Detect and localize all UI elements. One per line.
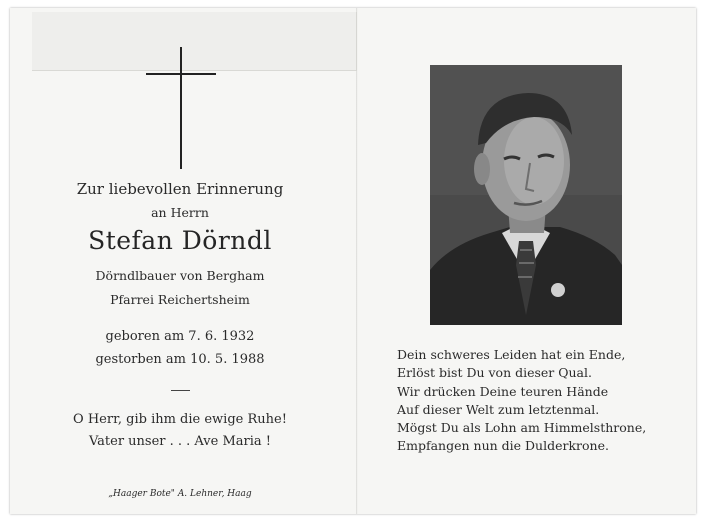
parish-text: Pfarrei Reichertsheim bbox=[110, 292, 250, 307]
poem-line: Empfangen nun die Dulderkrone. bbox=[397, 438, 609, 454]
poem-line: Wir drücken Deine teuren Hände bbox=[397, 383, 609, 399]
poem-line: Auf dieser Welt zum letztenmal. bbox=[397, 401, 600, 417]
death-date: gestorben am 10. 5. 1988 bbox=[95, 352, 265, 367]
salutation-text: an Herrn bbox=[151, 205, 209, 220]
prayer-line-2: Vater unser . . . Ave Maria ! bbox=[88, 434, 272, 449]
portrait-figure bbox=[430, 65, 622, 325]
poem-line: Erlöst bist Du von dieser Qual. bbox=[397, 365, 592, 381]
tape-strip bbox=[32, 12, 357, 71]
portrait-photo bbox=[430, 65, 622, 325]
card-fold bbox=[356, 8, 358, 514]
prayer-line-1: O Herr, gib ihm die ewige Ruhe! bbox=[73, 412, 287, 427]
occupation-text: Dörndlbauer von Bergham bbox=[95, 268, 265, 283]
poem-line: Dein schweres Leiden hat ein Ende, bbox=[397, 347, 626, 362]
birth-date: geboren am 7. 6. 1932 bbox=[105, 329, 255, 344]
deceased-name: Stefan Dörndl bbox=[88, 226, 272, 255]
divider-line bbox=[171, 390, 190, 391]
printer-credit: „Haager Bote" A. Lehner, Haag bbox=[108, 489, 252, 499]
poem bbox=[397, 346, 687, 456]
poem-line: Mögst Du als Lohn am Himmelsthrone, bbox=[397, 420, 647, 436]
intro-text: Zur liebevollen Erinnerung bbox=[76, 180, 284, 198]
